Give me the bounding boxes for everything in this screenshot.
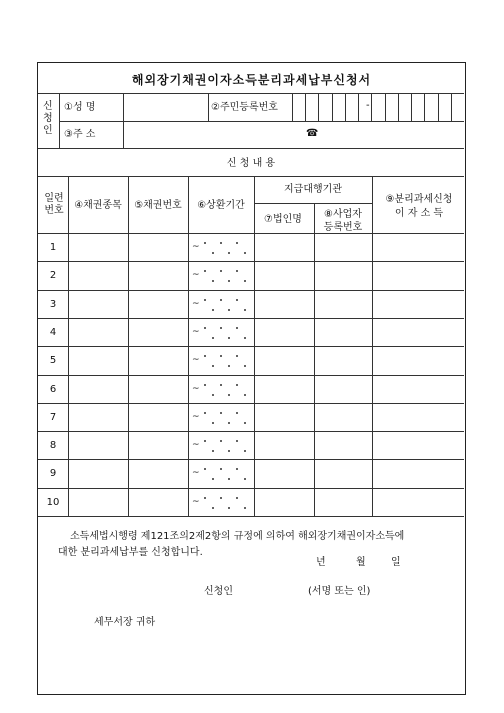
table-row[interactable] (38, 346, 464, 374)
date-month-label: 월 (356, 557, 366, 568)
dots-bottom (212, 247, 260, 256)
table-row[interactable] (38, 290, 464, 318)
period-separator: ~ (192, 327, 200, 337)
divider (38, 459, 464, 460)
divider (424, 93, 425, 121)
bond-type-header: ④채권종목 (74, 200, 122, 211)
divider (38, 516, 464, 517)
divider (38, 431, 464, 432)
paying-agent-header: 지급대행기관 (284, 184, 342, 195)
resident-no-field[interactable] (292, 93, 464, 121)
dots-top (204, 463, 252, 472)
divider (38, 318, 464, 319)
dots-top (204, 350, 252, 359)
divider (345, 93, 346, 121)
divider (254, 203, 372, 204)
dots-bottom (212, 445, 260, 454)
name-field[interactable] (124, 94, 207, 120)
application-form (37, 62, 466, 695)
divider (38, 375, 464, 376)
period-separator: ~ (192, 440, 200, 450)
address-label: ③주 소 (64, 129, 96, 140)
dots-top (204, 435, 252, 444)
period-separator: ~ (192, 299, 200, 309)
row-number: 5 (49, 355, 57, 366)
period-separator: ~ (192, 384, 200, 394)
form-title: 해외장기채권이자소득분리과세납부신청서 (131, 73, 372, 87)
table-row[interactable] (38, 459, 464, 487)
period-separator: ~ (192, 270, 200, 280)
period-separator: ~ (192, 468, 200, 478)
name-label: ①성 명 (64, 102, 96, 113)
dots-bottom (212, 332, 260, 341)
dots-bottom (212, 360, 260, 369)
divider (38, 176, 464, 177)
corp-name-header: ⑦법인명 (264, 214, 302, 225)
row-number: 4 (49, 327, 57, 338)
divider (38, 488, 464, 489)
divider (38, 290, 464, 291)
row-number: 3 (49, 299, 57, 310)
declaration-line-2: 대한 분리과세납부를 신청합니다. (58, 547, 203, 558)
period-separator: ~ (192, 242, 200, 252)
divider (332, 93, 333, 121)
redemption-period-header: ⑥상환기간 (197, 200, 245, 211)
divider (38, 403, 464, 404)
divider (398, 93, 399, 121)
divider (305, 93, 306, 121)
divider (385, 93, 386, 121)
dots-bottom (212, 417, 260, 426)
divider (208, 93, 209, 121)
dots-bottom (212, 473, 260, 482)
dots-bottom (212, 275, 260, 284)
row-number: 8 (49, 440, 57, 451)
biz-reg-no-header: ⑧사업자등록번호 (323, 209, 363, 233)
row-number: 10 (46, 497, 60, 508)
dots-bottom (212, 304, 260, 313)
phone-icon: ☎ (306, 128, 319, 139)
serial-number-header: 일련번호 (44, 193, 64, 216)
signature-note: (서명 또는 인) (308, 586, 371, 597)
dots-bottom (212, 389, 260, 398)
row-number: 9 (49, 468, 57, 479)
date-year-label: 년 (316, 557, 326, 568)
table-row[interactable] (38, 403, 464, 431)
row-number: 1 (49, 242, 57, 253)
row-number: 6 (49, 384, 57, 395)
declaration-line-1: 소득세법시행령 제121조의2제2항의 규정에 의하여 해외장기채권이자소득에 (70, 531, 405, 542)
application-content-header: 신 청 내 용 (226, 158, 276, 169)
applicant-section-label: 신청인 (43, 101, 53, 136)
bond-table-body (38, 233, 464, 516)
applicant-signature-label: 신청인 (204, 586, 233, 597)
divider (438, 93, 439, 121)
resident-no-separator: - (366, 100, 370, 111)
divider (318, 93, 319, 121)
date-day-label: 일 (391, 557, 401, 568)
dots-top (204, 492, 252, 501)
table-row[interactable] (38, 431, 464, 459)
divider (38, 261, 464, 262)
divider (38, 346, 464, 347)
dots-top (204, 322, 252, 331)
declaration-text (58, 529, 404, 561)
table-row[interactable] (38, 261, 464, 289)
dots-top (204, 237, 252, 246)
divider (411, 93, 412, 121)
dots-top (204, 407, 252, 416)
dots-top (204, 379, 252, 388)
dots-bottom (212, 502, 260, 511)
separate-tax-income-header: ⑨분리과세신청 이 자 소 득 (385, 194, 453, 219)
row-number: 7 (49, 412, 57, 423)
bond-number-header: ⑤채권번호 (134, 200, 182, 211)
divider (358, 93, 359, 121)
period-separator: ~ (192, 497, 200, 507)
table-row[interactable] (38, 233, 464, 261)
divider (451, 93, 452, 121)
period-separator: ~ (192, 355, 200, 365)
divider (38, 148, 464, 149)
table-row[interactable] (38, 488, 464, 516)
address-field[interactable] (124, 122, 464, 148)
table-row[interactable] (38, 318, 464, 346)
table-row[interactable] (38, 375, 464, 403)
period-separator: ~ (192, 412, 200, 422)
addressee-text: 세무서장 귀하 (94, 617, 156, 628)
resident-no-label: ②주민등록번호 (211, 102, 278, 113)
row-number: 2 (49, 270, 57, 281)
divider (371, 93, 372, 121)
dots-top (204, 265, 252, 274)
dots-top (204, 294, 252, 303)
